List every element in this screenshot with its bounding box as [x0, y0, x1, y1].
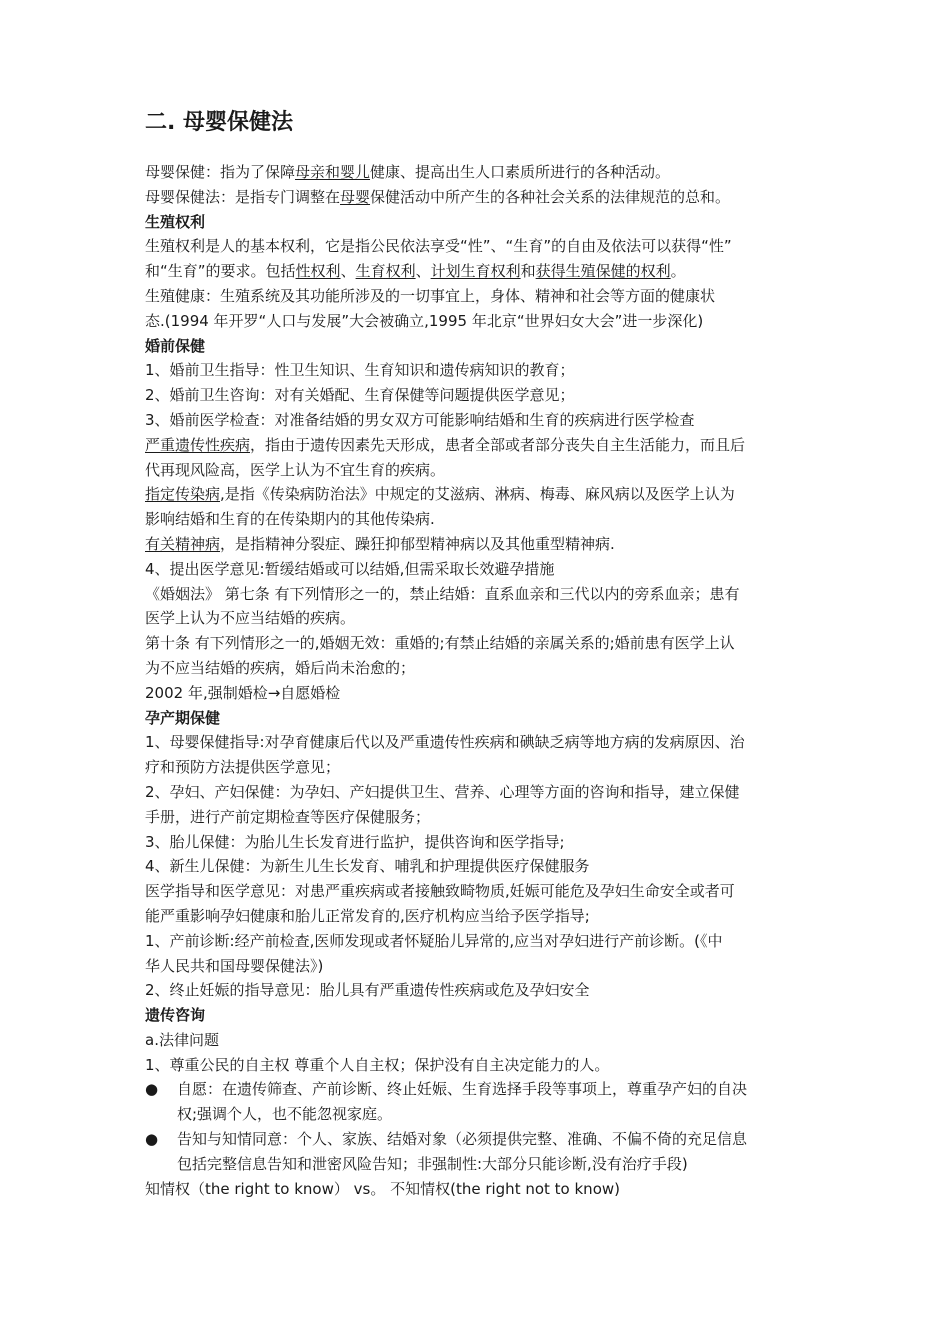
text-segment: a.法律问题 — [145, 1030, 219, 1049]
text-line — [145, 1053, 825, 1078]
bullet-icon: ● — [145, 1130, 159, 1149]
underlined-term: 获得生殖保健的权利 — [535, 262, 671, 281]
text-segment: 1、产前诊断:经产前检查,医师发现或者怀疑胎儿异常的,应当对孕妇进行产前诊断。(《中 — [145, 931, 723, 950]
bullet-icon: ● — [145, 1080, 159, 1099]
bullet-item — [145, 1127, 825, 1152]
text-segment: 和 — [520, 262, 536, 281]
text-line — [145, 507, 825, 532]
text-line — [145, 358, 825, 383]
text-line — [145, 433, 825, 458]
text-line — [145, 185, 825, 210]
text-segment: 为不应当结婚的疾病，婚后尚未治愈的； — [145, 658, 416, 677]
text-line — [145, 458, 825, 483]
text-line — [145, 978, 825, 1003]
text-line — [145, 1177, 825, 1202]
text-segment: 权;强调个人，也不能忽视家庭。 — [177, 1105, 393, 1124]
text-segment: 、 — [415, 262, 431, 281]
text-segment: 《婚姻法》 第七条 有下列情形之一的，禁止结婚：直系血亲和三代以内的旁系血亲；患有 — [145, 584, 740, 603]
text-line — [145, 780, 825, 805]
page-title: 二. 母婴保健法 — [145, 110, 294, 135]
text-segment: 态.(1994 年开罗“人口与发展”大会被确立,1995 年北京“世界妇女大会”进一步深化) — [145, 311, 704, 330]
section-heading — [145, 706, 825, 731]
text-line — [145, 259, 825, 284]
text-segment: 告知与知情同意：个人、家族、结婚对象（必须提供完整、准确、不偏不倚的充足信息 — [177, 1130, 748, 1149]
text-segment: 。 — [670, 262, 686, 281]
text-segment: 医学指导和医学意见：对患严重疾病或者接触致畸物质,妊娠可能危及孕妇生命安全或者可 — [145, 882, 735, 901]
text-line — [145, 234, 825, 259]
text-line — [145, 408, 825, 433]
text-segment: 母婴保健：指为了保障 — [145, 163, 296, 181]
text-segment: 、 — [340, 262, 356, 281]
text-segment: 2、婚前卫生咨询：对有关婚配、生育保健等问题提供医学意见； — [145, 386, 575, 405]
text-line — [145, 606, 825, 631]
text-line — [145, 879, 825, 904]
section-heading — [145, 210, 825, 235]
text-line — [145, 160, 825, 185]
text-line — [145, 929, 825, 954]
text-line — [145, 805, 825, 830]
section-heading — [145, 1003, 825, 1028]
underlined-term: 性权利 — [295, 262, 341, 281]
text-line — [145, 284, 825, 309]
text-line — [145, 904, 825, 929]
underlined-term: 母亲和婴儿 — [295, 163, 371, 181]
underlined-term: 有关精神病 — [145, 534, 221, 553]
text-segment: 包括完整信息告知和泄密风险告知；非强制性:大部分只能诊断,没有治疗手段) — [177, 1154, 688, 1173]
text-line — [145, 656, 825, 681]
text-segment: 遗传咨询 — [145, 1006, 206, 1025]
text-line — [145, 631, 825, 656]
text-segment: 影响结婚和生育的在传染期内的其他传染病. — [145, 510, 435, 529]
text-segment: 婚前保健 — [145, 336, 206, 355]
text-segment: 1、母婴保健指导:对孕育健康后代以及严重遗传性疾病和碘缺乏病等地方病的发病原因、治 — [145, 733, 745, 752]
text-segment: 第十条 有下列情形之一的,婚姻无效：重婚的;有禁止结婚的亲属关系的;婚前患有医学上认 — [145, 634, 735, 653]
text-segment: 保健活动中所产生的各种社会关系的法律规范的总和。 — [370, 187, 731, 206]
text-segment: 疗和预防方法提供医学意见； — [145, 758, 341, 777]
text-line — [145, 954, 825, 979]
text-segment: 健康、提高出生人口素质所进行的各种活动。 — [370, 163, 671, 181]
text-line — [145, 482, 825, 507]
text-line — [145, 532, 825, 557]
text-segment: 3、胎儿保健：为胎儿生长发育进行监护，提供咨询和医学指导; — [145, 832, 565, 851]
text-segment: 2、孕妇、产妇保健：为孕妇、产妇提供卫生、营养、心理等方面的咨询和指导，建立保健 — [145, 782, 740, 801]
text-line — [145, 309, 825, 334]
underlined-term: 指定传染病 — [145, 485, 221, 504]
text-segment: 3、婚前医学检查：对准备结婚的男女双方可能影响结婚和生育的疾病进行医学检查 — [145, 410, 695, 429]
text-segment: 2002 年,强制婚检→自愿婚检 — [145, 683, 341, 702]
text-segment: 生殖权利是人的基本权利，它是指公民依法享受“性”、“生育”的自由及依法可以获得“性” — [145, 237, 732, 256]
underlined-term: 生育权利 — [355, 262, 416, 281]
section-heading — [145, 334, 825, 359]
text-segment: 生殖权利 — [145, 212, 206, 231]
text-segment: 1、婚前卫生指导：性卫生知识、生育知识和遗传病知识的教育； — [145, 361, 575, 380]
underlined-term: 严重遗传性疾病 — [145, 435, 251, 454]
text-line — [145, 681, 825, 706]
text-segment: 知情权（the right to know） vs。 不知情权(the right not to know) — [145, 1179, 620, 1198]
text-segment: 医学上认为不应当结婚的疾病。 — [145, 609, 356, 628]
text-segment: 代再现风险高，医学上认为不宜生育的疾病。 — [145, 460, 446, 479]
text-segment: ，是指精神分裂症、躁狂抑郁型精神病以及其他重型精神病. — [220, 534, 615, 553]
bullet-continuation — [145, 1152, 825, 1177]
text-segment: 2、终止妊娠的指导意见：胎儿具有严重遗传性疾病或危及孕妇安全 — [145, 981, 590, 1000]
bullet-item — [145, 1077, 825, 1102]
underlined-term: 计划生育权利 — [430, 262, 521, 281]
bullet-continuation — [145, 1102, 825, 1127]
text-segment: ,是指《传染病防治法》中规定的艾滋病、淋病、梅毒、麻风病以及医学上认为 — [220, 485, 735, 504]
text-line — [145, 1028, 825, 1053]
text-line — [145, 730, 825, 755]
text-line — [145, 755, 825, 780]
text-line — [145, 830, 825, 855]
text-line — [145, 557, 825, 582]
document-page — [145, 108, 825, 1201]
document-body — [145, 160, 825, 1201]
text-segment: 母婴保健法：是指专门调整在 — [145, 187, 341, 206]
text-line — [145, 383, 825, 408]
text-segment: 4、提出医学意见:暂缓结婚或可以结婚,但需采取长效避孕措施 — [145, 559, 555, 578]
text-segment: 1、尊重公民的自主权 尊重个人自主权；保护没有自主决定能力的人。 — [145, 1055, 610, 1074]
text-segment: ，指由于遗传因素先天形成，患者全部或者部分丧失自主生活能力，而且后 — [250, 435, 746, 454]
text-segment: 华人民共和国母婴保健法》) — [145, 956, 324, 975]
text-segment: 自愿：在遗传筛查、产前诊断、终止妊娠、生育选择手段等事项上，尊重孕产妇的自决 — [177, 1080, 748, 1099]
text-line — [145, 854, 825, 879]
text-segment: 手册，进行产前定期检查等医疗保健服务； — [145, 807, 431, 826]
text-segment: 能严重影响孕妇健康和胎儿正常发育的,医疗机构应当给予医学指导; — [145, 906, 590, 925]
text-segment: 孕产期保健 — [145, 708, 221, 727]
text-segment: 生殖健康：生殖系统及其功能所涉及的一切事宜上，身体、精神和社会等方面的健康状 — [145, 286, 716, 305]
text-segment: 和“生育”的要求。包括 — [145, 262, 296, 281]
text-line — [145, 582, 825, 607]
text-segment: 4、新生儿保健：为新生儿生长发育、哺乳和护理提供医疗保健服务 — [145, 857, 590, 876]
underlined-term: 母婴 — [340, 187, 371, 206]
